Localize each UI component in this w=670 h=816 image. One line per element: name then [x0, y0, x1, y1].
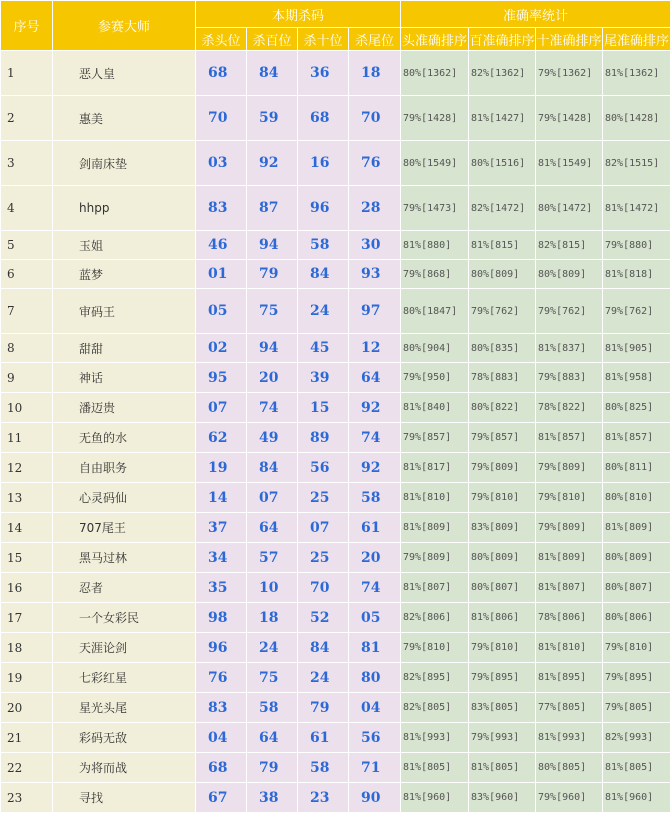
- kill-ten-value: 89: [298, 423, 349, 453]
- stat-head-value: 81%[817]: [401, 453, 469, 483]
- kill-head-value: 34: [196, 543, 247, 573]
- kill-hundred-value: 75: [247, 663, 298, 693]
- table-row: [1, 186, 670, 231]
- stat-head-value: 79%[868]: [401, 260, 469, 289]
- kill-head-value: 68: [196, 753, 247, 783]
- kill-ten-value: 68: [298, 96, 349, 141]
- stat-hundred-value: 83%[960]: [469, 783, 536, 813]
- stat-ten-value: 81%[895]: [536, 663, 603, 693]
- kill-hundred-value: 74: [247, 393, 298, 423]
- table-row: [1, 423, 670, 453]
- kill-head-value: 68: [196, 51, 247, 96]
- kill-hundred-value: 94: [247, 231, 298, 260]
- kill-ten-value: 84: [298, 633, 349, 663]
- kill-head-value: 01: [196, 260, 247, 289]
- stat-hundred-value: 79%[993]: [469, 723, 536, 753]
- header-kill-hundred: 杀百位: [247, 28, 298, 51]
- kill-ten-value: 96: [298, 186, 349, 231]
- stat-tail-value: 81%[857]: [603, 423, 670, 453]
- kill-tail-value: 12: [349, 334, 401, 363]
- kill-ten-value: 24: [298, 663, 349, 693]
- stat-hundred-value: 80%[809]: [469, 543, 536, 573]
- kill-hundred-value: 18: [247, 603, 298, 633]
- master-name: 心灵码仙: [53, 483, 196, 513]
- table-row: [1, 363, 670, 393]
- kill-hundred-value: 24: [247, 633, 298, 663]
- stat-tail-value: 81%[958]: [603, 363, 670, 393]
- row-index: 13: [1, 483, 53, 513]
- stat-tail-value: 81%[818]: [603, 260, 670, 289]
- row-index: 2: [1, 96, 53, 141]
- row-index: 5: [1, 231, 53, 260]
- header-stat-tail: 尾准确排序: [603, 28, 670, 51]
- stat-head-value: 81%[807]: [401, 573, 469, 603]
- master-name: 星光头尾: [53, 693, 196, 723]
- stat-ten-value: 80%[809]: [536, 260, 603, 289]
- kill-ten-value: 16: [298, 141, 349, 186]
- master-name: 忍者: [53, 573, 196, 603]
- stat-tail-value: 81%[1472]: [603, 186, 670, 231]
- header-master: 参赛大师: [53, 1, 196, 51]
- kill-head-value: 46: [196, 231, 247, 260]
- master-name: 707尾王: [53, 513, 196, 543]
- stat-head-value: 80%[1362]: [401, 51, 469, 96]
- kill-head-value: 83: [196, 186, 247, 231]
- stat-tail-value: 79%[880]: [603, 231, 670, 260]
- stat-ten-value: 81%[993]: [536, 723, 603, 753]
- stat-ten-value: 81%[857]: [536, 423, 603, 453]
- stat-hundred-value: 82%[1472]: [469, 186, 536, 231]
- row-index: 4: [1, 186, 53, 231]
- stat-ten-value: 79%[762]: [536, 289, 603, 334]
- stat-ten-value: 79%[1362]: [536, 51, 603, 96]
- row-index: 20: [1, 693, 53, 723]
- master-name: 潘迈贵: [53, 393, 196, 423]
- stat-tail-value: 81%[960]: [603, 783, 670, 813]
- kill-tail-value: 56: [349, 723, 401, 753]
- row-index: 17: [1, 603, 53, 633]
- kill-tail-value: 80: [349, 663, 401, 693]
- kill-tail-value: 61: [349, 513, 401, 543]
- row-index: 8: [1, 334, 53, 363]
- stat-head-value: 81%[805]: [401, 753, 469, 783]
- master-name: 无鱼的水: [53, 423, 196, 453]
- master-name: hhpp: [53, 186, 196, 231]
- kill-head-value: 19: [196, 453, 247, 483]
- stat-ten-value: 81%[807]: [536, 573, 603, 603]
- row-index: 9: [1, 363, 53, 393]
- table-row: [1, 334, 670, 363]
- stat-hundred-value: 83%[805]: [469, 693, 536, 723]
- stat-head-value: 80%[1549]: [401, 141, 469, 186]
- row-index: 23: [1, 783, 53, 813]
- row-index: 6: [1, 260, 53, 289]
- kill-head-value: 67: [196, 783, 247, 813]
- kill-ten-value: 36: [298, 51, 349, 96]
- stat-tail-value: 79%[805]: [603, 693, 670, 723]
- kill-tail-value: 70: [349, 96, 401, 141]
- kill-hundred-value: 84: [247, 453, 298, 483]
- stat-ten-value: 79%[960]: [536, 783, 603, 813]
- kill-tail-value: 74: [349, 573, 401, 603]
- header-current-kill: 本期杀码: [196, 1, 401, 28]
- kill-hundred-value: 64: [247, 513, 298, 543]
- stat-head-value: 81%[960]: [401, 783, 469, 813]
- kill-ten-value: 39: [298, 363, 349, 393]
- stat-hundred-value: 79%[810]: [469, 483, 536, 513]
- master-name: 甜甜: [53, 334, 196, 363]
- stat-hundred-value: 78%[883]: [469, 363, 536, 393]
- row-index: 19: [1, 663, 53, 693]
- table-row: [1, 603, 670, 633]
- kill-ten-value: 45: [298, 334, 349, 363]
- kill-hundred-value: 79: [247, 260, 298, 289]
- row-index: 10: [1, 393, 53, 423]
- row-index: 7: [1, 289, 53, 334]
- stat-ten-value: 78%[806]: [536, 603, 603, 633]
- kill-hundred-value: 59: [247, 96, 298, 141]
- kill-head-value: 98: [196, 603, 247, 633]
- row-index: 16: [1, 573, 53, 603]
- kill-head-value: 35: [196, 573, 247, 603]
- header-stat-hundred: 百准确排序: [469, 28, 536, 51]
- stat-ten-value: 79%[809]: [536, 513, 603, 543]
- stat-head-value: 79%[1428]: [401, 96, 469, 141]
- stat-head-value: 82%[806]: [401, 603, 469, 633]
- stat-tail-value: 80%[807]: [603, 573, 670, 603]
- kill-hundred-value: 07: [247, 483, 298, 513]
- stat-ten-value: 79%[809]: [536, 453, 603, 483]
- header-stat-ten: 十准确排序: [536, 28, 603, 51]
- table-row: [1, 543, 670, 573]
- stat-head-value: 79%[857]: [401, 423, 469, 453]
- stat-head-value: 79%[809]: [401, 543, 469, 573]
- table-body: [1, 51, 670, 813]
- stat-head-value: 81%[840]: [401, 393, 469, 423]
- stat-hundred-value: 79%[809]: [469, 453, 536, 483]
- stat-tail-value: 80%[825]: [603, 393, 670, 423]
- master-name: 七彩红星: [53, 663, 196, 693]
- kill-hundred-value: 94: [247, 334, 298, 363]
- stat-hundred-value: 79%[895]: [469, 663, 536, 693]
- header-kill-head: 杀头位: [196, 28, 247, 51]
- table-row: [1, 260, 670, 289]
- kill-tail-value: 92: [349, 453, 401, 483]
- header-kill-ten: 杀十位: [298, 28, 349, 51]
- master-name: 为将而战: [53, 753, 196, 783]
- kill-ten-value: 58: [298, 753, 349, 783]
- stat-head-value: 82%[805]: [401, 693, 469, 723]
- stat-ten-value: 78%[822]: [536, 393, 603, 423]
- table-row: [1, 483, 670, 513]
- table-row: [1, 513, 670, 543]
- stat-tail-value: 80%[806]: [603, 603, 670, 633]
- master-name: 蓝梦: [53, 260, 196, 289]
- kill-tail-value: 04: [349, 693, 401, 723]
- master-name: 神话: [53, 363, 196, 393]
- kill-head-value: 76: [196, 663, 247, 693]
- stat-head-value: 79%[810]: [401, 633, 469, 663]
- stat-tail-value: 81%[1362]: [603, 51, 670, 96]
- stat-tail-value: 80%[809]: [603, 543, 670, 573]
- master-name: 天涯论剑: [53, 633, 196, 663]
- master-name: 寻找: [53, 783, 196, 813]
- stat-head-value: 79%[1473]: [401, 186, 469, 231]
- master-name: 恶人皇: [53, 51, 196, 96]
- kill-head-value: 02: [196, 334, 247, 363]
- stat-head-value: 79%[950]: [401, 363, 469, 393]
- row-index: 21: [1, 723, 53, 753]
- kill-ten-value: 79: [298, 693, 349, 723]
- kill-hundred-value: 10: [247, 573, 298, 603]
- master-name: 惠美: [53, 96, 196, 141]
- stat-ten-value: 81%[810]: [536, 633, 603, 663]
- kill-tail-value: 58: [349, 483, 401, 513]
- header-index: 序号: [1, 1, 53, 51]
- table-row: [1, 753, 670, 783]
- table-row: [1, 453, 670, 483]
- master-name: 自由职务: [53, 453, 196, 483]
- kill-ten-value: 56: [298, 453, 349, 483]
- kill-tail-value: 92: [349, 393, 401, 423]
- stat-hundred-value: 81%[815]: [469, 231, 536, 260]
- stat-tail-value: 79%[810]: [603, 633, 670, 663]
- kill-tail-value: 93: [349, 260, 401, 289]
- kill-hundred-value: 20: [247, 363, 298, 393]
- stat-tail-value: 82%[993]: [603, 723, 670, 753]
- stat-tail-value: 80%[811]: [603, 453, 670, 483]
- stat-ten-value: 81%[809]: [536, 543, 603, 573]
- stat-head-value: 80%[1847]: [401, 289, 469, 334]
- table-row: [1, 393, 670, 423]
- kill-ten-value: 52: [298, 603, 349, 633]
- stat-tail-value: 80%[810]: [603, 483, 670, 513]
- stat-head-value: 81%[880]: [401, 231, 469, 260]
- stat-hundred-value: 80%[809]: [469, 260, 536, 289]
- stat-tail-value: 81%[809]: [603, 513, 670, 543]
- kill-tail-value: 18: [349, 51, 401, 96]
- stat-ten-value: 79%[883]: [536, 363, 603, 393]
- master-name: 玉姐: [53, 231, 196, 260]
- row-index: 18: [1, 633, 53, 663]
- kill-hundred-value: 57: [247, 543, 298, 573]
- table-row: [1, 693, 670, 723]
- kill-ten-value: 58: [298, 231, 349, 260]
- kill-head-value: 96: [196, 633, 247, 663]
- kill-head-value: 95: [196, 363, 247, 393]
- table-row: [1, 141, 670, 186]
- kill-ten-value: 70: [298, 573, 349, 603]
- stat-hundred-value: 80%[807]: [469, 573, 536, 603]
- stat-tail-value: 79%[895]: [603, 663, 670, 693]
- kill-head-value: 62: [196, 423, 247, 453]
- kill-ten-value: 25: [298, 483, 349, 513]
- stat-hundred-value: 81%[1427]: [469, 96, 536, 141]
- stat-hundred-value: 79%[762]: [469, 289, 536, 334]
- kill-head-value: 07: [196, 393, 247, 423]
- kill-head-value: 05: [196, 289, 247, 334]
- table-row: [1, 633, 670, 663]
- kill-ten-value: 15: [298, 393, 349, 423]
- kill-tail-value: 71: [349, 753, 401, 783]
- stat-ten-value: 81%[1549]: [536, 141, 603, 186]
- kill-head-value: 14: [196, 483, 247, 513]
- stat-hundred-value: 79%[857]: [469, 423, 536, 453]
- table-row: [1, 723, 670, 753]
- stat-ten-value: 82%[815]: [536, 231, 603, 260]
- row-index: 22: [1, 753, 53, 783]
- stat-head-value: 82%[895]: [401, 663, 469, 693]
- kill-tail-value: 76: [349, 141, 401, 186]
- stat-ten-value: 79%[1428]: [536, 96, 603, 141]
- row-index: 3: [1, 141, 53, 186]
- kill-hundred-value: 49: [247, 423, 298, 453]
- kill-ten-value: 84: [298, 260, 349, 289]
- stat-hundred-value: 81%[805]: [469, 753, 536, 783]
- stat-ten-value: 80%[805]: [536, 753, 603, 783]
- kill-hundred-value: 58: [247, 693, 298, 723]
- kill-head-value: 70: [196, 96, 247, 141]
- kill-hundred-value: 79: [247, 753, 298, 783]
- kill-tail-value: 74: [349, 423, 401, 453]
- stat-head-value: 80%[904]: [401, 334, 469, 363]
- stat-head-value: 81%[810]: [401, 483, 469, 513]
- kill-ten-value: 07: [298, 513, 349, 543]
- kill-hundred-value: 92: [247, 141, 298, 186]
- stat-hundred-value: 83%[809]: [469, 513, 536, 543]
- master-name: 黑马过林: [53, 543, 196, 573]
- stat-head-value: 81%[809]: [401, 513, 469, 543]
- kill-tail-value: 05: [349, 603, 401, 633]
- header-kill-tail: 杀尾位: [349, 28, 401, 51]
- stat-hundred-value: 80%[1516]: [469, 141, 536, 186]
- stat-ten-value: 80%[1472]: [536, 186, 603, 231]
- master-name: 剑南床垫: [53, 141, 196, 186]
- table-row: [1, 289, 670, 334]
- kill-tail-value: 81: [349, 633, 401, 663]
- stat-hundred-value: 81%[806]: [469, 603, 536, 633]
- row-index: 14: [1, 513, 53, 543]
- table-row: [1, 663, 670, 693]
- kill-ten-value: 61: [298, 723, 349, 753]
- master-name: 彩码无敌: [53, 723, 196, 753]
- row-index: 15: [1, 543, 53, 573]
- kill-hundred-value: 84: [247, 51, 298, 96]
- kill-hundred-value: 87: [247, 186, 298, 231]
- stat-tail-value: 81%[805]: [603, 753, 670, 783]
- kill-head-value: 83: [196, 693, 247, 723]
- stat-tail-value: 80%[1428]: [603, 96, 670, 141]
- stat-tail-value: 79%[762]: [603, 289, 670, 334]
- kill-ten-value: 24: [298, 289, 349, 334]
- kill-ten-value: 25: [298, 543, 349, 573]
- stat-hundred-value: 79%[810]: [469, 633, 536, 663]
- stat-ten-value: 79%[810]: [536, 483, 603, 513]
- stat-hundred-value: 80%[822]: [469, 393, 536, 423]
- stat-hundred-value: 80%[835]: [469, 334, 536, 363]
- kill-tail-value: 64: [349, 363, 401, 393]
- table-row: [1, 51, 670, 96]
- table-row: [1, 231, 670, 260]
- kill-tail-value: 90: [349, 783, 401, 813]
- kill-head-value: 37: [196, 513, 247, 543]
- kill-tail-value: 30: [349, 231, 401, 260]
- row-index: 1: [1, 51, 53, 96]
- row-index: 12: [1, 453, 53, 483]
- kill-hundred-value: 38: [247, 783, 298, 813]
- stat-tail-value: 82%[1515]: [603, 141, 670, 186]
- kill-head-value: 04: [196, 723, 247, 753]
- row-index: 11: [1, 423, 53, 453]
- kill-tail-value: 97: [349, 289, 401, 334]
- header-accuracy-stats: 准确率统计: [401, 1, 670, 28]
- stat-tail-value: 81%[905]: [603, 334, 670, 363]
- stat-ten-value: 77%[805]: [536, 693, 603, 723]
- header-stat-head: 头准确排序: [401, 28, 469, 51]
- stat-ten-value: 81%[837]: [536, 334, 603, 363]
- stat-head-value: 81%[993]: [401, 723, 469, 753]
- kill-head-value: 03: [196, 141, 247, 186]
- kill-hundred-value: 75: [247, 289, 298, 334]
- stat-hundred-value: 82%[1362]: [469, 51, 536, 96]
- table-row: [1, 573, 670, 603]
- table-row: [1, 96, 670, 141]
- master-name: 一个女彩民: [53, 603, 196, 633]
- master-name: 审码王: [53, 289, 196, 334]
- kill-tail-value: 20: [349, 543, 401, 573]
- kill-ten-value: 23: [298, 783, 349, 813]
- kill-tail-value: 28: [349, 186, 401, 231]
- table-row: [1, 783, 670, 813]
- kill-hundred-value: 64: [247, 723, 298, 753]
